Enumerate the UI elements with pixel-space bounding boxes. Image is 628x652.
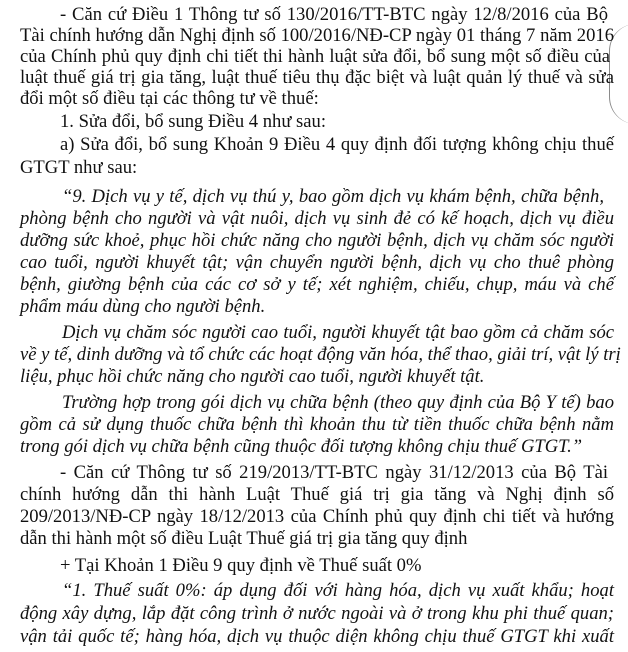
quoted-line: về y tế, dinh dưỡng và tổ chức các hoạt động văn hóa, thể thao, giải trí, vật lý trị [20,344,621,365]
quoted-line: dưỡng sức khoẻ, phục hồi chức năng cho người bệnh, dịch vụ chăm sóc người [20,230,614,251]
quoted-line: vận tải quốc tế; hàng hóa, dịch vụ thuộc diện không chịu thuế GTGT khi xuất [20,626,614,647]
text-line: + Tại Khoản 1 Điều 9 quy định về Thuế suất 0% [60,555,422,576]
text-line: của Chính phủ quy định chi tiết thi hành luật sửa đổi, bổ sung một số điều của [20,46,610,67]
text-line: 209/2013/NĐ-CP ngày 18/12/2013 của Chính phủ quy định chi tiết và hướng [20,506,614,527]
quoted-line: động xây dựng, lắp đặt công trình ở nước ngoài và ở trong khu phi thuế quan; [20,603,614,624]
text-line: Tài chính hướng dẫn Nghị định số 100/2016/NĐ-CP ngày 01 tháng 7 năm 2016 [20,25,614,46]
quoted-line: Dịch vụ chăm sóc người cao tuổi, người khuyết tật bao gồm cả chăm sóc [62,322,614,343]
text-line: dẫn thi hành một số điều Luật Thuế giá trị gia tăng quy định [20,528,468,549]
text-line: chính hướng dẫn thi hành Luật Thuế giá trị gia tăng và Nghị định số [20,484,614,505]
quoted-line: gồm cả sử dụng thuốc chữa bệnh thì khoản thu từ tiền thuốc chữa bệnh nằm [20,414,614,435]
quoted-line: Trường hợp trong gói dịch vụ chữa bệnh (theo quy định của Bộ Y tế) bao [62,392,614,413]
text-line: GTGT như sau: [20,157,138,178]
text-line: 1. Sửa đổi, bổ sung Điều 4 như sau: [60,111,326,132]
quoted-line: cao tuổi, người khuyết tật; vận chuyển người bệnh, dịch vụ cho thuê phòng [20,252,614,273]
text-line: luật thuế giá trị gia tăng, luật thuế tiêu thụ đặc biệt và luật quản lý thuế và sửa [20,67,614,88]
text-line: a) Sửa đổi, bổ sung Khoản 9 Điều 4 quy định đối tượng không chịu thuế [60,134,614,155]
quoted-line: trong gói dịch vụ chữa bệnh cũng thuộc đối tượng không chịu thuế GTGT.” [20,436,583,457]
quoted-line: phòng bệnh cho người và vật nuôi, dịch vụ sinh đẻ có kế hoạch, dịch vụ điều [20,208,614,229]
quoted-line: “1. Thuế suất 0%: áp dụng đối với hàng hóa, dịch vụ xuất khẩu; hoạt [62,580,614,601]
quoted-line: bệnh, giường bệnh của các cơ sở y tế; xét nghiệm, chiếu, chụp, máu và chế [20,274,614,295]
quoted-line: phẩm máu dùng cho người bệnh. [20,296,266,317]
text-line: - Căn cứ Điều 1 Thông tư số 130/2016/TT-BTC ngày 12/8/2016 của Bộ [60,4,608,25]
quoted-line: “9. Dịch vụ y tế, dịch vụ thú y, bao gồm dịch vụ khám bệnh, chữa bệnh, [62,186,604,207]
quoted-line: liệu, phục hồi chức năng cho người cao tuổi, người khuyết tật. [20,366,485,387]
text-line: đổi một số điều tại các thông tư về thuế: [20,88,319,109]
text-line: - Căn cứ Thông tư số 219/2013/TT-BTC ngày 31/12/2013 của Bộ Tài [60,462,608,483]
